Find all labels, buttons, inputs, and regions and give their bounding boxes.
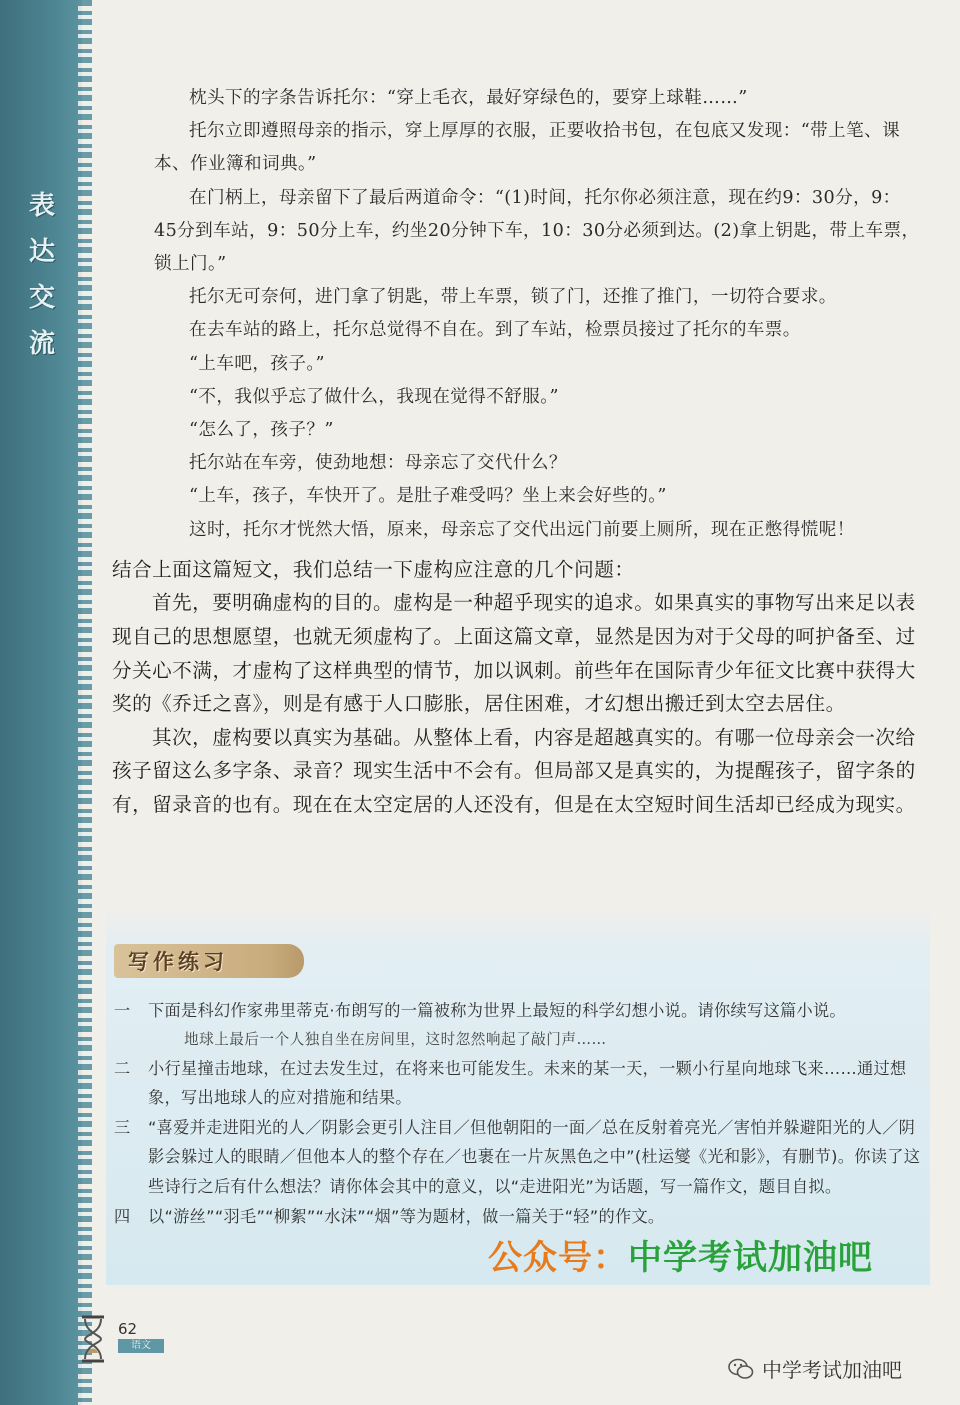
subject-tag: 语文 [118, 1339, 164, 1353]
chapter-title-char: 达 [28, 237, 55, 267]
watermark-name: 中学考试加油吧 [628, 1238, 873, 1278]
story-paragraph: 这时，托尔才恍然大悟，原来，母亲忘了交代出远门前要上厕所，现在正憋得慌呢！ [189, 519, 855, 540]
page-body [112, 82, 922, 822]
story-paragraph: 托尔站在车旁，使劲地想：母亲忘了交代什么？ [189, 453, 567, 474]
story-paragraph: “上车吧，孩子。” [189, 353, 325, 374]
exercise-text: 下面是科幻作家弗里蒂克·布朗写的一篇被称为世界上最短的科学幻想小说。请你续写这篇小说。 [148, 1001, 846, 1020]
body-paragraph: 结合上面这篇短文，我们总结一下虚构应注意的几个问题： [112, 557, 635, 581]
body-paragraph: 其次，虚构要以真实为基础。从整体上看，内容是超越真实的。有哪一位母亲会一次给孩子留这么多字条、录音？现实生活中不会有。但局部又是真实的，为提醒孩子，留字条的有，留录音的也有。现在在太空定居的人还没有，但是在太空短时间生活却已经成为现实。 [112, 725, 916, 816]
hourglass-icon [78, 1313, 108, 1365]
exercise-item [114, 1202, 922, 1232]
wechat-account-name: 中学考试加油吧 [762, 1358, 902, 1382]
story-excerpt [112, 82, 922, 547]
chapter-title [20, 188, 64, 362]
exercise-number: 三 [114, 1117, 131, 1137]
exercise-item [114, 1113, 922, 1202]
story-paragraph: 托尔无可奈何，进门拿了钥匙，带上车票，锁了门，还推了推门，一切符合要求。 [189, 287, 837, 308]
wechat-icon [728, 1358, 754, 1380]
exercise-text: 以“游丝”“羽毛”“柳絮”“水沫”“烟”等为题材，做一篇关于“轻”的作文。 [148, 1206, 665, 1226]
exercise-item [114, 996, 922, 1026]
chapter-title-char: 流 [28, 329, 55, 359]
story-paragraph: “上车，孩子，车快开了。是肚子难受吗？坐上来会好些的。” [189, 486, 667, 507]
page-number: 62 [118, 1320, 138, 1338]
exercise-number: 二 [114, 1058, 131, 1078]
analysis-text [112, 553, 922, 822]
exercise-item [114, 1054, 922, 1113]
body-paragraph: 首先，要明确虚构的目的。虚构是一种超乎现实的追求。如果真实的事物写出来足以表现自己的思想愿望，也就无须虚构了。上面这篇文章，显然是因为对于父母的呵护备至、过分关心不满，才虚构了这样典型的情节，加以讽刺。前些年在国际青少年征文比赛中获得大奖的《乔迁之喜》，则是有感于人口膨胀，居住困难，才幻想出搬迁到太空去居住。 [112, 591, 916, 716]
watermark-prefix: 公众号： [488, 1238, 628, 1278]
exercise-text: “喜爱并走进阳光的人／阴影会更引人注目／但他朝阳的一面／总在反射着亮光／害怕并躲避阳光的人／阴影会躲过人的眼睛／但他本人的整个存在／也裹在一片灰黑色之中”(杜运燮《光和影》，有删节)。你读了这些诗行之后有什么想法？请你体会其中的意义，以“走进阳光”为话题，写一篇作文，题目自拟。 [148, 1117, 921, 1196]
exercise-text: 小行星撞击地球，在过去发生过，在将来也可能发生。未来的某一天，一颗小行星向地球飞来……通过想象，写出地球人的应对措施和结果。 [148, 1058, 907, 1108]
story-paragraph: 在门柄上，母亲留下了最后两道命令：“(1)时间，托尔你必须注意，现在约9：30分，9：45分到车站，9：50分上车，约坐20分钟下车，10：30分必须到达。(2)拿上钥匙，带上车票，锁上门。” [154, 187, 920, 275]
exercise-number: 四 [114, 1206, 131, 1226]
watermark [488, 1230, 873, 1279]
story-paragraph: “不，我似乎忘了做什么，我现在觉得不舒服。” [189, 386, 559, 407]
practice-title: 写作练习 [114, 944, 304, 978]
story-paragraph: 枕头下的字条告诉托尔：“穿上毛衣，最好穿绿色的，要穿上球鞋……” [189, 88, 748, 108]
chapter-title-char: 交 [28, 283, 55, 313]
story-paragraph: 在去车站的路上，托尔总觉得不自在。到了车站，检票员接过了托尔的车票。 [189, 320, 801, 341]
exercise-list [114, 996, 922, 1231]
exercise-number: 一 [114, 1001, 131, 1020]
sidebar-torn-edge [78, 0, 92, 1405]
story-paragraph: 托尔立即遵照母亲的指示，穿上厚厚的衣服，正要收拾书包，在包底又发现：“带上笔、课本、作业簿和词典。” [154, 121, 901, 175]
chapter-title-char: 表 [28, 191, 55, 221]
exercise-quote: 地球上最后一个人独自坐在房间里，这时忽然响起了敲门声…… [184, 1030, 607, 1048]
wechat-account [728, 1354, 902, 1383]
story-paragraph: “怎么了，孩子？” [189, 420, 334, 441]
